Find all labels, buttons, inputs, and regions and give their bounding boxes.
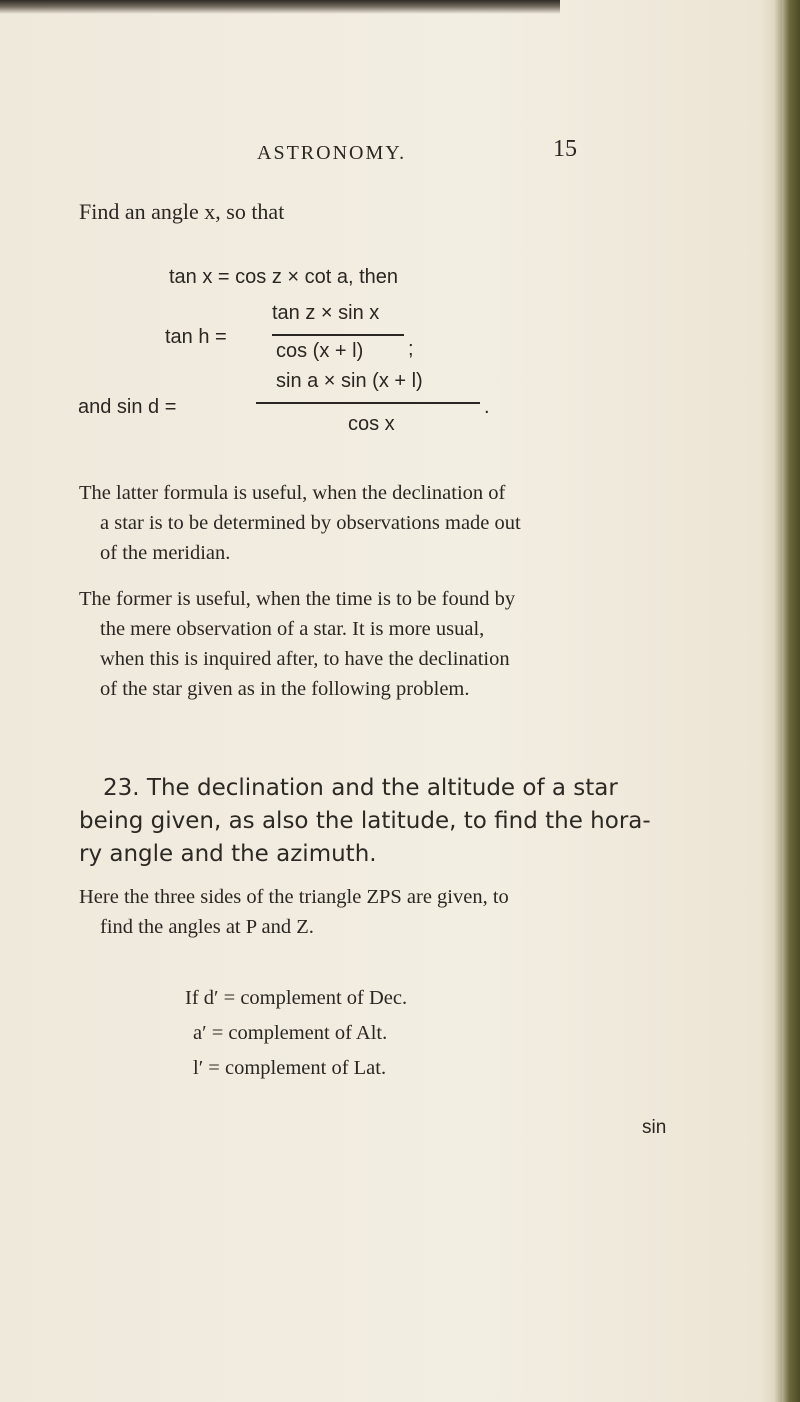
formula-tan-h-numerator: tan z × sin x [272, 302, 380, 324]
text-line: of the star given as in the following problem. [100, 678, 470, 700]
text-line: when this is inquired after, to have the declination [100, 648, 510, 670]
fraction-bar [256, 402, 480, 404]
formula-sin-d-period: . [484, 396, 490, 418]
fraction-bar [272, 334, 404, 336]
heading-line: 23. The declination and the altitude of a star [103, 775, 618, 801]
formula-sin-d-numerator: sin a × sin (x + l) [276, 370, 423, 392]
binding-shadow [774, 0, 782, 1402]
text-line: The former is useful, when the time is to be found by [79, 588, 516, 610]
condition-altitude: a′ = complement of Alt. [193, 1022, 388, 1044]
paragraph-triangle [79, 882, 659, 942]
text-line: find the angles at P and Z. [100, 916, 314, 938]
formula-sin-d-denominator: cos x [348, 413, 395, 435]
page-number: 15 [553, 136, 577, 162]
condition-declination: If d′ = complement of Dec. [185, 987, 408, 1009]
catchword: sin [642, 1117, 667, 1138]
section-23-heading [79, 772, 679, 871]
paragraph-former-formula [79, 584, 659, 704]
heading-line: being given, as also the latitude, to find the hora- [79, 808, 651, 834]
heading-line: ry angle and the azimuth. [79, 841, 377, 867]
book-spine-edge [782, 0, 800, 1402]
text-line: Here the three sides of the triangle ZPS are given, to [79, 886, 509, 908]
intro-line: Find an angle x, so that [79, 199, 285, 224]
text-line: a star is to be determined by observations made out [100, 512, 521, 534]
condition-latitude: l′ = complement of Lat. [193, 1057, 387, 1079]
text-line: The latter formula is useful, when the declination of [79, 482, 506, 504]
running-header: ASTRONOMY. [257, 142, 407, 164]
formula-tan-h-semicolon: ; [408, 338, 414, 360]
formula-tan-h-denominator: cos (x + l) [276, 340, 364, 362]
formula-tan-x: tan x = cos z × cot a, then [169, 266, 399, 288]
formula-sin-d-lhs: and sin d = [78, 396, 177, 418]
formula-tan-h-lhs: tan h = [165, 326, 227, 348]
paragraph-latter-formula [79, 478, 659, 568]
text-line: the mere observation of a star. It is more usual, [100, 618, 485, 640]
text-line: of the meridian. [100, 542, 231, 564]
page-top-shadow [0, 0, 560, 14]
